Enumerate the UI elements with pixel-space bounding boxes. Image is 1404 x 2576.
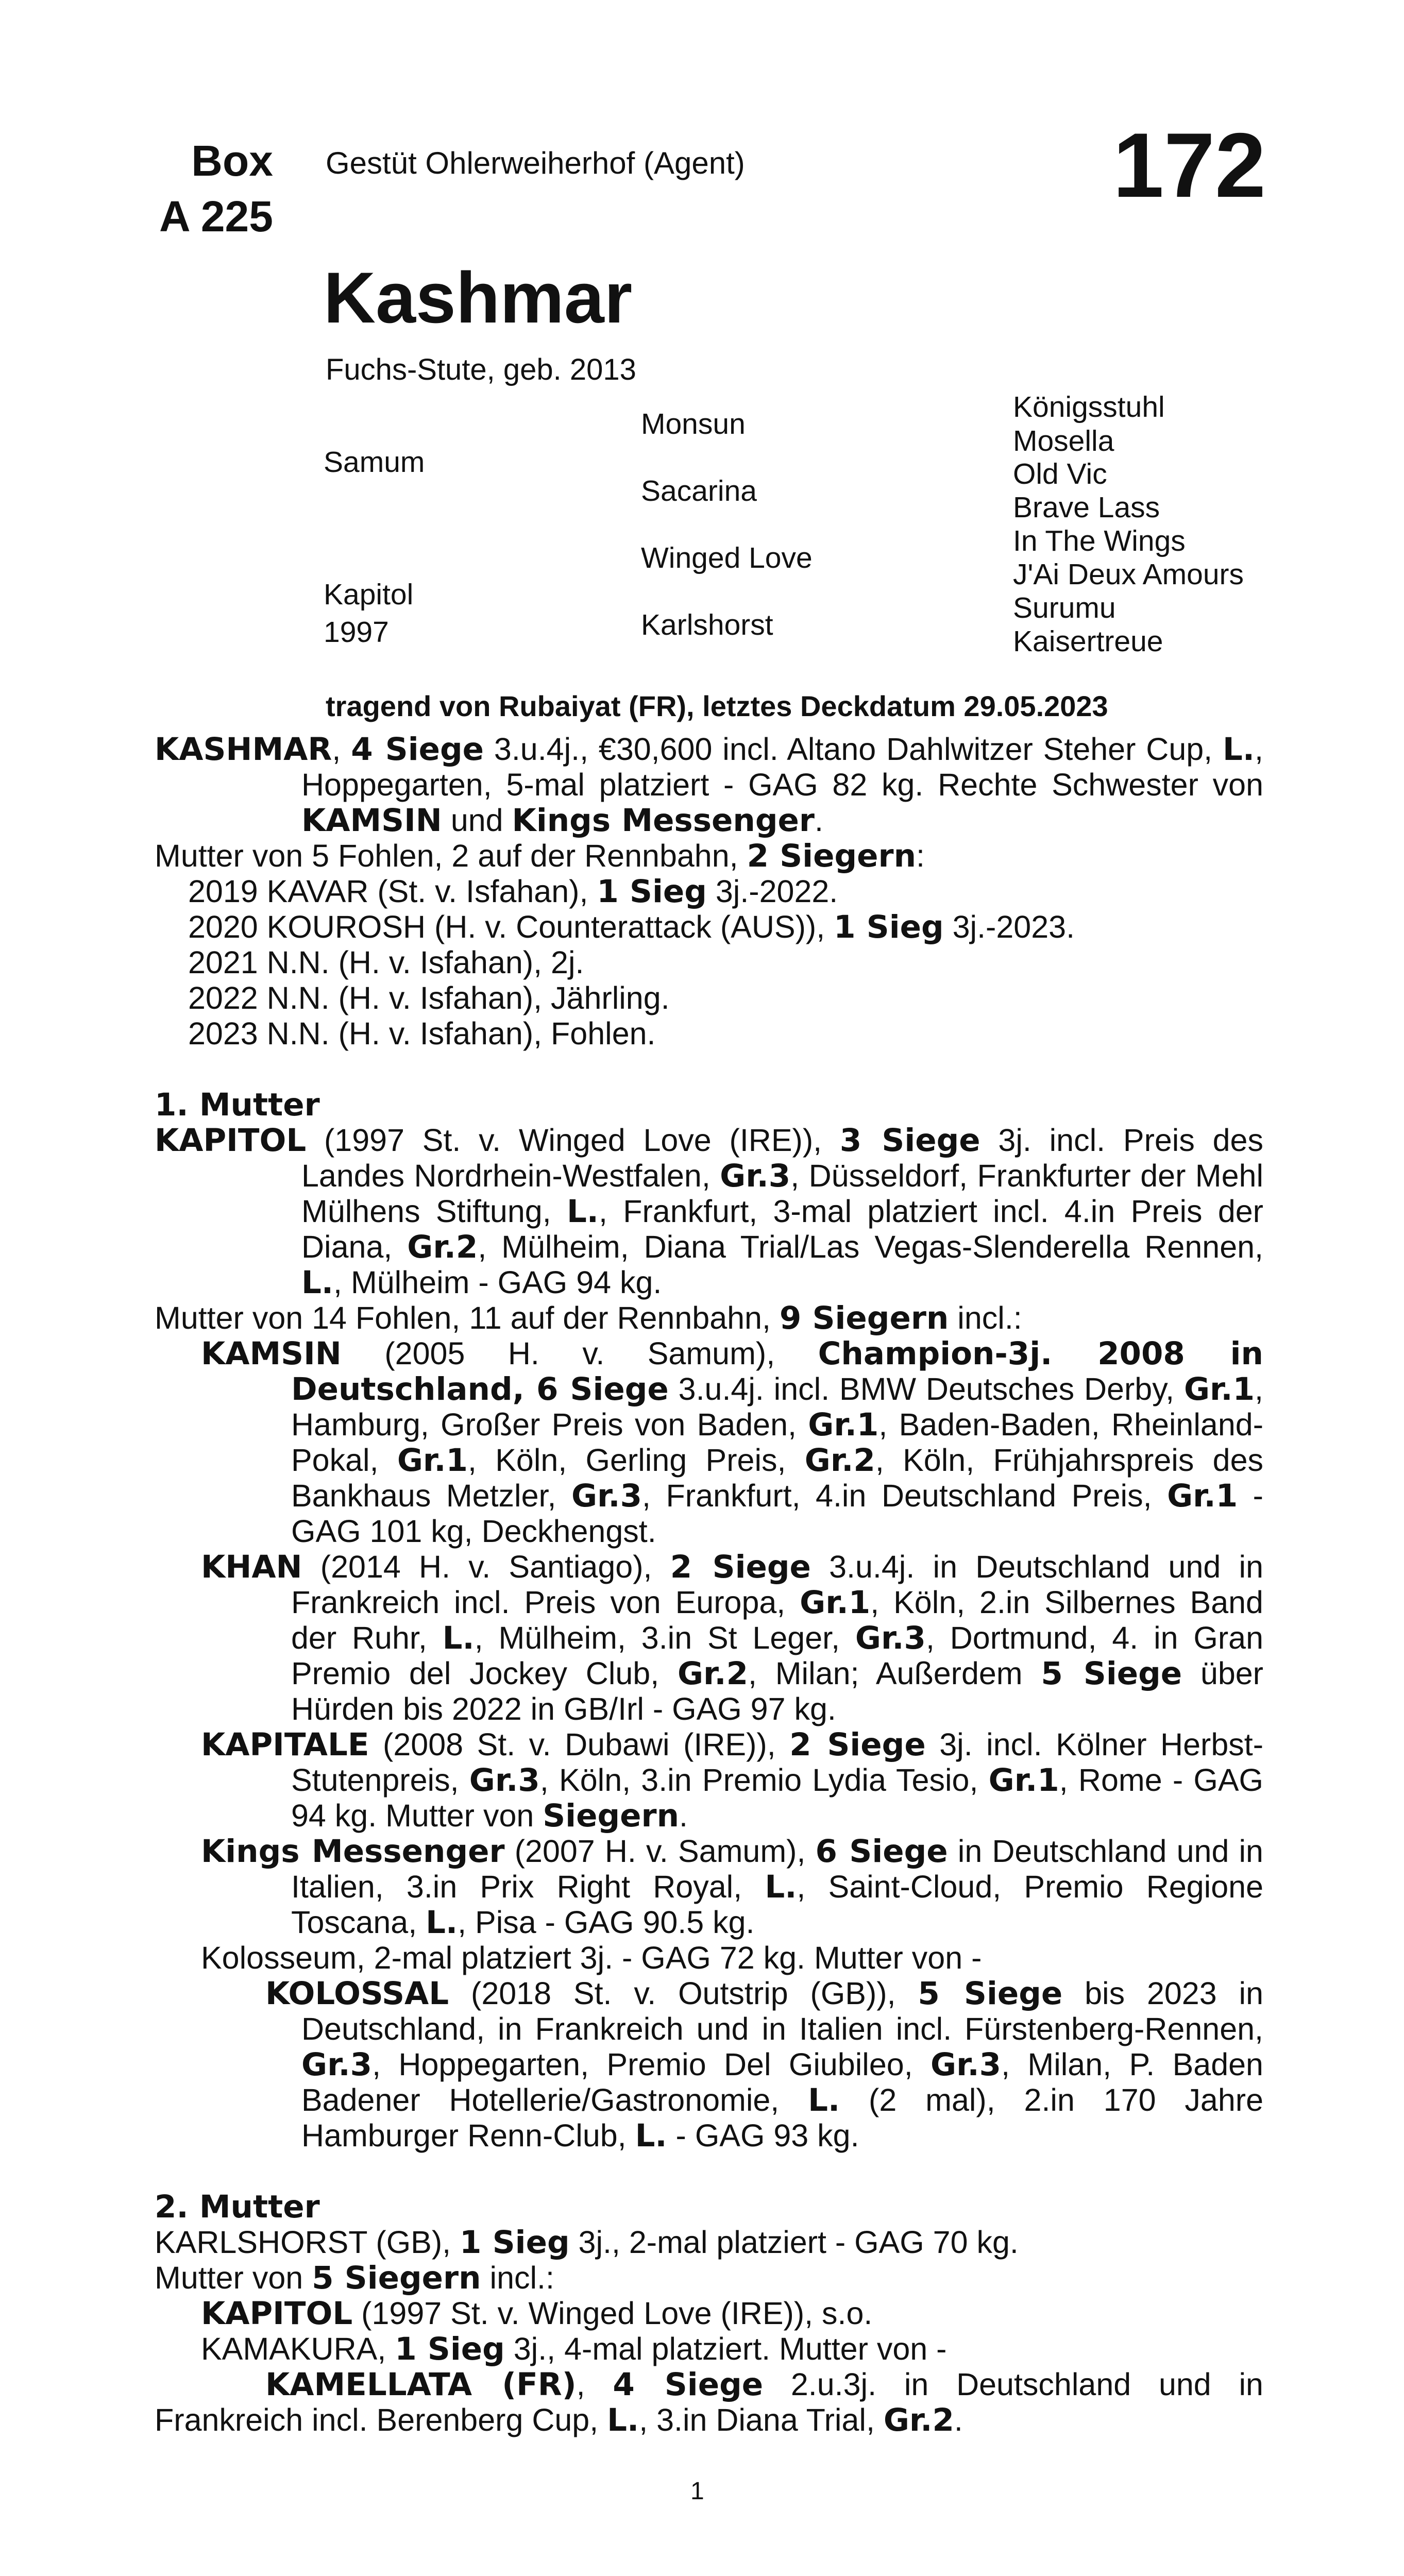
grade-mark: Gr.1: [808, 1406, 879, 1443]
pedigree-g3-8: Kaisertreue: [1013, 625, 1163, 658]
grade-mark: Gr.2: [804, 1442, 875, 1479]
winners-count: 9 Siegern: [779, 1300, 949, 1336]
text: , Pisa - GAG 90.5 kg.: [458, 1905, 755, 1940]
text: , Mülheim - GAG 94 kg.: [333, 1265, 662, 1300]
foals-intro: [155, 838, 1263, 874]
dam-name: KAPITOL: [155, 1122, 307, 1159]
text: , Dortmund, 4. in Gran Premio del Jockey Club,: [291, 1620, 1263, 1691]
pedigree-dam-year: 1997: [324, 616, 389, 649]
page-number: 1: [690, 2478, 704, 2505]
kamsin-record: [155, 1336, 1263, 1549]
wins: 6 Siege: [815, 1833, 948, 1870]
horse-name-bold: Kings Messenger: [201, 1833, 505, 1870]
grade-mark: Gr.1: [397, 1442, 468, 1479]
text: 3.u.4j. in Deutschland und in Frankreich incl. Preis von Europa,: [291, 1549, 1264, 1620]
text: , Milan; Außerdem: [748, 1656, 1041, 1691]
text: .: [954, 2402, 963, 2437]
listed-mark: L.: [426, 1904, 458, 1941]
text: (2005 H. v. Samum),: [341, 1336, 818, 1371]
grade-mark: Gr.2: [407, 1229, 478, 1265]
text: 3j., 2-mal platziert - GAG 70 kg.: [569, 2225, 1019, 2260]
text: , Frankfurt, 3-mal platziert incl. 4.in Preis der Diana,: [301, 1194, 1263, 1264]
text: - GAG 93 kg.: [667, 2118, 859, 2153]
kapitol-ref: [155, 2296, 1263, 2331]
listed-mark: L.: [1223, 731, 1255, 768]
champion-title: Champion-3j. 2008 in Deutschland, 6 Siege: [291, 1335, 1263, 1408]
text: , Mülheim, 3.in St Leger,: [474, 1620, 855, 1655]
horse-name-bold: KAPITALE: [201, 1726, 369, 1763]
grade-mark: Gr.3: [720, 1158, 791, 1194]
wins: 4 Siege: [613, 2366, 764, 2403]
kapitale-record: [155, 1727, 1263, 1834]
box-label-line1: Box: [191, 137, 273, 185]
text: .: [679, 1798, 688, 1833]
second-dam-produce: [155, 2260, 1263, 2296]
text: bis 2023 in Deutschland, in Frankreich und in Italien incl. Fürstenberg-Rennen,: [301, 1976, 1263, 2046]
foal-row: [155, 945, 1263, 980]
pregnancy-note: tragend von Rubaiyat (FR), letztes Deckdatum 29.05.2023: [326, 690, 1108, 722]
wins: 5 Siege: [1041, 1655, 1182, 1692]
horse-name-bold: KHAN: [201, 1549, 302, 1585]
second-dam-record: [155, 2225, 1263, 2260]
grade-mark: Gr.3: [301, 2046, 373, 2083]
wins: 1 Sieg: [834, 909, 944, 945]
text: KARLSHORST (GB),: [155, 2225, 460, 2260]
text: 2023 N.N. (H. v. Isfahan), Fohlen.: [188, 1016, 656, 1051]
kamakura-record: [155, 2331, 1263, 2367]
pedigree-dam-dam: Karlshorst: [641, 608, 773, 641]
text: 3.u.4j. incl. BMW Deutsches Derby,: [668, 1371, 1184, 1406]
text: 3j. incl. Kölner Herbst-Stutenpreis,: [291, 1727, 1264, 1798]
text: , Hamburg, Großer Preis von Baden,: [291, 1371, 1263, 1442]
box-label-line2: A 225: [159, 192, 273, 241]
pedigree-sire-dam: Sacarina: [641, 474, 757, 507]
text: .: [814, 803, 823, 838]
text: , Köln, Gerling Preis,: [467, 1443, 805, 1478]
pedigree-dam: Kapitol: [324, 578, 414, 611]
kamellata-record: [155, 2367, 1263, 2438]
foal-row: [155, 874, 1263, 909]
text: , Köln, 3.in Premio Lydia Tesio,: [539, 1762, 989, 1798]
text: in Deutschland und in Italien, 3.in Prix Right Royal,: [291, 1834, 1263, 1904]
text: (2007 H. v. Samum),: [504, 1834, 816, 1869]
text: , Baden-Baden, Rheinland-Pokal,: [291, 1407, 1264, 1478]
pedigree-g3-6: J'Ai Deux Amours: [1013, 558, 1244, 591]
text: 3j. incl. Preis des Landes Nordrhein-Westfalen,: [301, 1123, 1263, 1193]
kashmar-record: KASHMAR, 4 Siege 3.u.4j., €30,600 incl. Altano Dahlwitzer Steher Cup, L., Hoppegarten, 5-mal platziert - GAG 82 kg. Rechte Schwester von KAMSIN und Kings Messenger.: [155, 731, 1263, 839]
text: , Saint-Cloud, Premio Regione Toscana,: [291, 1869, 1264, 1940]
text: incl.:: [949, 1300, 1022, 1335]
wins: 1 Sieg: [460, 2224, 570, 2261]
pedigree-g3-7: Surumu: [1013, 591, 1116, 624]
text: (1997 St. v. Winged Love (IRE)), s.o.: [352, 2296, 873, 2331]
catalogue-text: [155, 732, 1263, 2438]
text: , Düsseldorf, Frankfurter der Mehl Mülhens Stiftung,: [301, 1158, 1263, 1229]
box-label: [139, 133, 273, 244]
pedigree-dam-sire: Winged Love: [641, 541, 813, 574]
listed-mark: L.: [442, 1620, 475, 1656]
grade-mark: Gr.1: [1183, 1371, 1255, 1408]
pedigree-g3-1: Königsstuhl: [1013, 391, 1165, 423]
text: , Mülheim, Diana Trial/Las Vegas-Slenderella Rennen,: [478, 1229, 1263, 1264]
listed-mark: L.: [607, 2402, 639, 2438]
kolosseum-record: [155, 1940, 1263, 1976]
text: , Köln, Frühjahrspreis des Bankhaus Metzler,: [291, 1443, 1263, 1513]
grade-mark: Gr.1: [800, 1584, 871, 1621]
text: (1997 St. v. Winged Love (IRE)),: [306, 1123, 840, 1158]
text: Kolosseum, 2-mal platziert 3j. - GAG 72 kg. Mutter von -: [201, 1940, 982, 1975]
text: 2019 KAVAR (St. v. Isfahan),: [188, 874, 597, 909]
pedigree-g3-3: Old Vic: [1013, 457, 1107, 490]
horse-name: Kashmar: [324, 257, 633, 338]
wins: 1 Sieg: [395, 2331, 505, 2367]
grade-mark: Gr.2: [883, 2402, 954, 2438]
wins: 4 Siege: [351, 731, 484, 768]
first-dam-produce: [155, 1300, 1263, 1336]
text: , Frankfurt, 4.in Deutschland Preis,: [642, 1478, 1168, 1513]
text: über Hürden bis 2022 in GB/Irl - GAG 97 kg.: [291, 1656, 1263, 1726]
pedigree-g3-5: In The Wings: [1013, 524, 1186, 557]
winners-count: 5 Siegern: [312, 2260, 481, 2296]
text: , Rome - GAG 94 kg. Mutter von: [291, 1762, 1263, 1833]
grade-mark: Gr.3: [931, 2046, 1002, 2083]
horse-description: Fuchs-Stute, geb. 2013: [326, 353, 636, 386]
text: :: [916, 838, 925, 873]
text: 2022 N.N. (H. v. Isfahan), Jährling.: [188, 980, 670, 1015]
text: Mutter von 14 Fohlen, 11 auf der Rennbahn,: [155, 1300, 780, 1335]
foal-row: [155, 1016, 1263, 1052]
text: , Köln, 2.in Silbernes Band der Ruhr,: [291, 1585, 1263, 1655]
grade-mark: Gr.1: [1167, 1478, 1238, 1514]
first-dam-heading: 1. Mutter: [155, 1087, 320, 1123]
lot-number: 172: [1113, 114, 1266, 216]
text: 3j., 4-mal platziert. Mutter von -: [504, 2331, 947, 2366]
text: Mutter von: [155, 2260, 312, 2295]
grade-mark: Gr.3: [469, 1762, 540, 1799]
grade-mark: Gr.2: [677, 1655, 749, 1692]
wins: 3 Siege: [839, 1122, 980, 1159]
listed-mark: L.: [566, 1193, 599, 1230]
text: 3j.-2023.: [943, 909, 1075, 944]
text: (2018 St. v. Outstrip (GB)),: [449, 1976, 918, 2011]
foal-row: [155, 909, 1263, 945]
text: incl.:: [481, 2260, 554, 2295]
text: ,: [576, 2367, 613, 2402]
sibling-name: Kings Messenger: [512, 802, 815, 839]
horse-name-bold: KOLOSSAL: [265, 1975, 449, 2012]
text: und: [442, 803, 512, 838]
text: 2021 N.N. (H. v. Isfahan), 2j.: [188, 945, 584, 980]
pedigree-sire: Samum: [324, 446, 425, 479]
wins: 5 Siege: [918, 1975, 1063, 2012]
grade-mark: Gr.1: [988, 1762, 1059, 1799]
kolossal-record: [155, 1976, 1263, 2154]
text: (2 mal), 2.in 170 Jahre Hamburger Renn-Club,: [301, 2082, 1263, 2153]
horse-name-bold: KAMSIN: [201, 1335, 342, 1372]
agent-name: Gestüt Ohlerweiherhof (Agent): [326, 146, 745, 180]
sibling-name: KAMSIN: [301, 802, 442, 839]
text: KAMAKURA,: [201, 2331, 395, 2366]
text: 3j.-2022.: [706, 874, 838, 909]
winners-word: Siegern: [543, 1798, 680, 1834]
foal-row: [155, 980, 1263, 1016]
text: , Milan, P. Baden Badener Hotellerie/Gastronomie,: [301, 2047, 1263, 2117]
wins: 2 Siege: [789, 1726, 926, 1763]
horse-name-bold: KASHMAR: [155, 731, 332, 768]
pedigree-g3-4: Brave Lass: [1013, 491, 1160, 524]
listed-mark: L.: [765, 1869, 797, 1905]
text: , Hoppegarten, 5-mal platziert - GAG 82 kg. Rechte Schwester von: [301, 732, 1263, 802]
grade-mark: Gr.3: [855, 1620, 926, 1656]
horse-name-bold: KAMELLATA (FR): [265, 2366, 577, 2403]
pedigree-g3-2: Mosella: [1013, 425, 1114, 457]
pedigree-sire-sire: Monsun: [641, 408, 746, 440]
text: 2020 KOUROSH (H. v. Counterattack (AUS)),: [188, 909, 834, 944]
text: Mutter von 5 Fohlen, 2 auf der Rennbahn,: [155, 838, 747, 873]
text: - GAG 101 kg, Deckhengst.: [291, 1478, 1263, 1549]
listed-mark: L.: [301, 1264, 334, 1301]
winners-count: 2 Siegern: [747, 838, 917, 874]
grade-mark: Gr.3: [571, 1478, 642, 1514]
horse-name-bold: KAPITOL: [201, 2295, 353, 2332]
wins: 2 Siege: [670, 1549, 811, 1585]
second-dam-heading: 2. Mutter: [155, 2189, 320, 2225]
text: (2014 H. v. Santiago),: [302, 1549, 670, 1584]
text: 2.u.3j. in Deutschland und in Frankreich incl. Berenberg Cup,: [155, 2367, 1263, 2437]
khan-record: [155, 1549, 1263, 1727]
wins: 1 Sieg: [597, 873, 707, 910]
first-dam-record: [155, 1123, 1263, 1300]
text: 3.u.4j., €30,600 incl. Altano Dahlwitzer Steher Cup,: [484, 732, 1223, 767]
text: (2008 St. v. Dubawi (IRE)),: [369, 1727, 790, 1762]
kings-messenger-record: [155, 1834, 1263, 1940]
text: , 3.in Diana Trial,: [639, 2402, 884, 2437]
listed-mark: L.: [635, 2117, 667, 2154]
text: , Hoppegarten, Premio Del Giubileo,: [372, 2047, 931, 2082]
listed-mark: L.: [808, 2082, 840, 2119]
